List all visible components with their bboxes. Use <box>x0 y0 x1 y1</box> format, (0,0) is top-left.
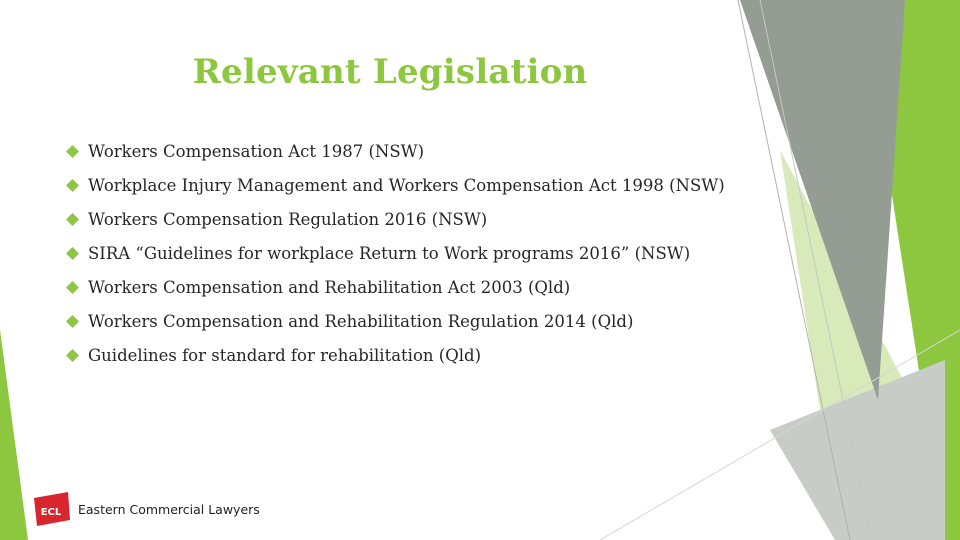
list-item-text: SIRA “Guidelines for workplace Return to Work programs 2016” (NSW) <box>88 244 691 263</box>
list-item <box>66 310 746 334</box>
legislation-list <box>66 140 746 378</box>
diamond-icon <box>66 213 79 226</box>
diamond-icon <box>66 281 79 294</box>
list-item <box>66 344 746 368</box>
list-item-text: Workers Compensation Act 1987 (NSW) <box>88 142 425 161</box>
list-item <box>66 140 746 164</box>
list-item-text: Workers Compensation and Rehabilitation Regulation 2014 (Qld) <box>88 312 634 331</box>
diamond-icon <box>66 315 79 328</box>
company-logo <box>34 492 260 526</box>
ecl-logo-icon <box>34 492 70 526</box>
left-green-triangle <box>0 330 28 540</box>
list-item-text: Workers Compensation Regulation 2016 (NSW) <box>88 210 488 229</box>
logo-name: Eastern Commercial Lawyers <box>78 501 260 517</box>
diamond-icon <box>66 247 79 260</box>
list-item <box>66 242 746 266</box>
diamond-icon <box>66 349 79 362</box>
list-item <box>66 208 746 232</box>
list-item-text: Guidelines for standard for rehabilitation (Qld) <box>88 346 482 365</box>
logo-abbrev: ECL <box>40 507 62 518</box>
list-item-text: Workplace Injury Management and Workers Compensation Act 1998 (NSW) <box>88 176 725 195</box>
list-item-text: Workers Compensation and Rehabilitation Act 2003 (Qld) <box>88 278 571 297</box>
diamond-icon <box>66 145 79 158</box>
diamond-icon <box>66 179 79 192</box>
slide-title: Relevant Legislation <box>192 52 588 92</box>
list-item <box>66 276 746 300</box>
list-item <box>66 174 746 198</box>
